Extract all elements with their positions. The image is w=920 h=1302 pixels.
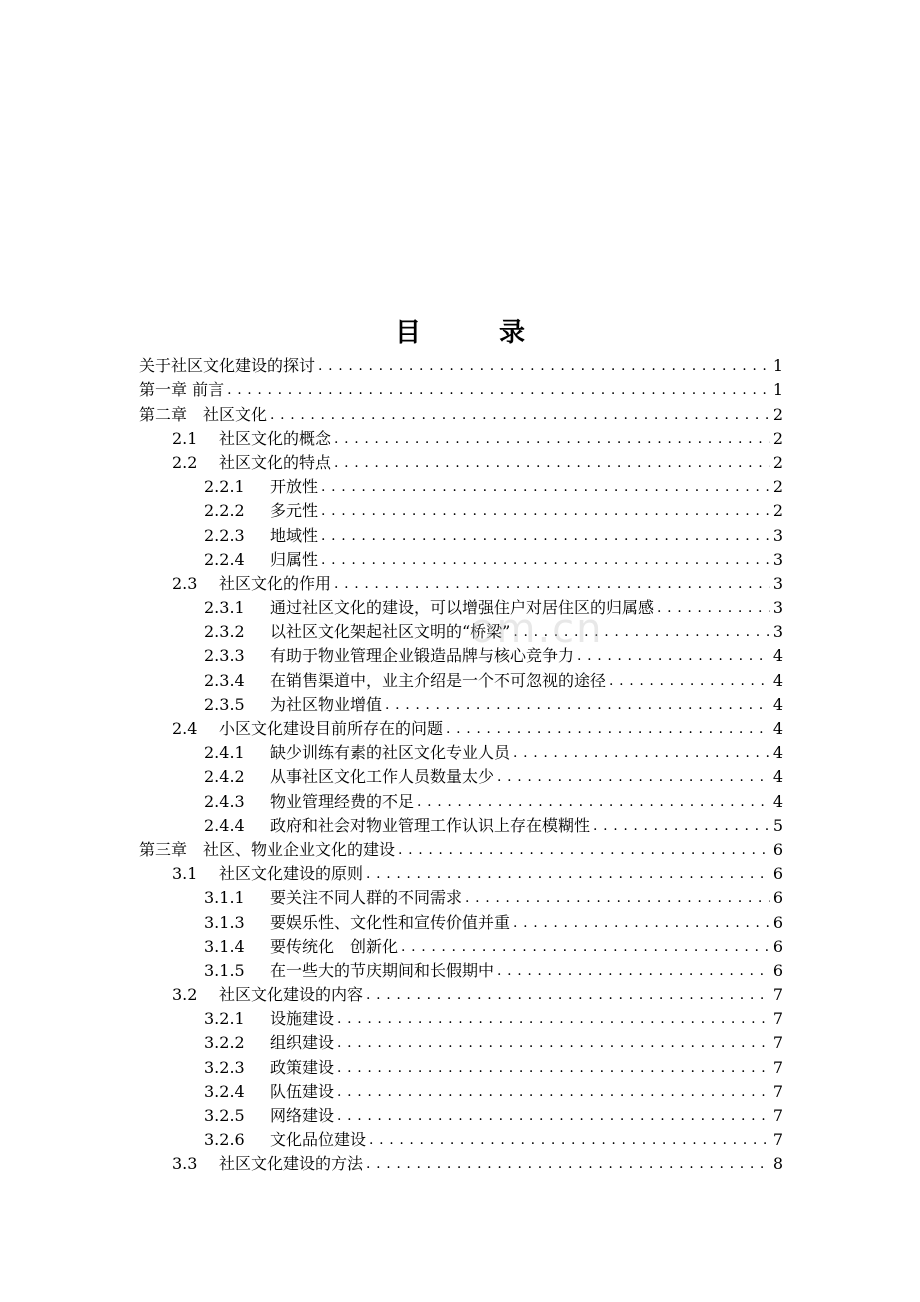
toc-leader-dots	[577, 646, 770, 666]
toc-entry-page: 5	[772, 815, 783, 835]
toc-leader-dots	[337, 1082, 770, 1102]
toc-leader-dots	[401, 937, 770, 957]
toc-leader-dots	[321, 477, 770, 497]
watermark: om.cn	[470, 606, 604, 652]
toc-entry[interactable]	[139, 836, 783, 860]
toc-entry-page: 4	[772, 791, 783, 811]
toc-leader-dots	[321, 526, 770, 546]
toc-leader-dots	[398, 840, 770, 860]
toc-entry-title: 从事社区文化工作人员数量太少	[270, 767, 495, 787]
toc-entry[interactable]	[139, 1053, 783, 1077]
toc-entry[interactable]	[139, 618, 783, 642]
toc-entry-number: 2.3.1	[204, 598, 245, 618]
toc-leader-dots	[366, 864, 770, 884]
toc-entry-page: 2	[772, 404, 783, 424]
toc-entry[interactable]	[139, 521, 783, 545]
toc-entry-page: 4	[772, 646, 783, 666]
toc-entry[interactable]	[139, 1150, 783, 1174]
toc-entry[interactable]	[139, 642, 783, 666]
toc-entry-page: 7	[772, 1057, 783, 1077]
toc-entry-page: 7	[772, 1106, 783, 1125]
toc-entry-page: 6	[772, 839, 783, 859]
toc-entry-number: 2.4.1	[204, 743, 245, 763]
toc-entry-page: 2	[772, 477, 783, 497]
toc-entry-page: 4	[772, 743, 783, 763]
toc-entry-number: 2.2.2	[204, 501, 245, 521]
toc-entry-number: 2.2.1	[204, 477, 245, 497]
toc-leader-dots	[417, 792, 770, 812]
toc-leader-dots	[446, 719, 770, 739]
toc-entry-page: 3	[772, 549, 783, 569]
toc-entry-title: 物业管理经费的不足	[270, 791, 415, 811]
toc-entry-number: 3.2.4	[204, 1081, 245, 1101]
toc-leader-dots	[334, 574, 770, 594]
toc-leader-dots	[657, 598, 770, 618]
toc-title: 目 录	[394, 318, 551, 348]
toc-leader-dots	[497, 767, 770, 787]
toc-entry-title: 第二章 社区文化	[139, 404, 268, 424]
toc-entry-number: 2.4.4	[204, 815, 245, 835]
toc-entry-title: 归属性	[270, 549, 319, 569]
toc-entry-number: 2.4.2	[204, 767, 245, 787]
toc-leader-dots	[513, 622, 769, 642]
toc-leader-dots	[337, 1058, 770, 1078]
toc-entry-title: 开放性	[270, 477, 319, 497]
toc-entry-number: 3.2.1	[204, 1009, 245, 1029]
toc-leader-dots	[321, 501, 770, 521]
toc-leader-dots	[513, 743, 770, 763]
toc-entry-title: 小区文化建设目前所存在的问题	[219, 719, 444, 738]
toc-entry-page: 3	[772, 573, 783, 593]
toc-entry-page: 6	[772, 960, 783, 980]
toc-leader-dots	[318, 356, 770, 376]
toc-leader-dots	[337, 1106, 770, 1126]
toc-entry[interactable]	[139, 352, 783, 376]
toc-leader-dots	[337, 1009, 770, 1029]
toc-entry[interactable]	[139, 497, 783, 521]
toc-entry[interactable]	[139, 546, 783, 570]
toc-entry[interactable]	[139, 473, 783, 497]
toc-entry[interactable]	[139, 1005, 783, 1029]
toc-entry-page: 7	[772, 985, 783, 1005]
toc-leader-dots	[321, 550, 770, 570]
toc-entry-title: 以社区文化架起社区文明的“桥梁”	[270, 622, 511, 642]
toc-entry-title: 通过社区文化的建设，可以增强住户对居住区的归属感	[270, 598, 655, 618]
toc-entry-number: 2.3	[172, 573, 198, 593]
toc-entry-title: 设施建设	[270, 1009, 335, 1029]
toc-leader-dots	[366, 1154, 770, 1174]
toc-entry-number: 2.2.3	[204, 525, 245, 545]
toc-entry[interactable]	[139, 1029, 783, 1053]
toc-entry[interactable]	[139, 1078, 783, 1102]
toc-entry-page: 7	[772, 1033, 783, 1053]
toc-entry-page: 2	[772, 501, 783, 521]
toc-entry[interactable]	[139, 1126, 783, 1150]
toc-entry[interactable]	[139, 860, 783, 884]
toc-entry[interactable]	[139, 884, 783, 908]
toc-entry-title: 第一章 前言	[139, 380, 225, 400]
toc-entry-title: 要娱乐性、文化性和宣传价值并重	[270, 912, 511, 932]
toc-entry-title: 组织建设	[270, 1033, 335, 1053]
toc-entry-number: 2.2	[172, 452, 198, 472]
toc-leader-dots	[385, 695, 770, 715]
toc-entry-page: 8	[772, 1154, 783, 1174]
toc-entry-title: 社区文化的作用	[219, 573, 332, 593]
toc-entry-number: 3.3	[172, 1154, 198, 1174]
toc-entry-number: 3.2.2	[204, 1033, 245, 1053]
toc-entry-number: 2.2.4	[204, 549, 245, 569]
toc-entry-title: 在销售渠道中，业主介绍是一个不可忽视的途径	[270, 670, 607, 690]
toc-entry-page: 6	[772, 864, 783, 884]
toc-leader-dots	[334, 429, 770, 449]
toc-entry-page: 7	[772, 1081, 783, 1101]
toc-entry-number: 3.1.4	[204, 936, 245, 956]
toc-leader-dots	[465, 888, 770, 908]
toc-leader-dots	[369, 1130, 770, 1150]
toc-entry-title: 要传统化 创新化	[270, 936, 399, 956]
toc-entry[interactable]	[139, 594, 783, 618]
toc-entry-page: 4	[772, 767, 783, 787]
toc-entry-number: 3.1	[172, 864, 198, 884]
toc-entry-number: 2.3.4	[204, 670, 245, 690]
toc-entry-page: 3	[772, 622, 783, 642]
toc-entry-page: 2	[772, 428, 783, 448]
toc-entry-page: 7	[772, 1130, 783, 1150]
toc-leader-dots	[593, 816, 770, 836]
toc-entry-page: 3	[772, 598, 783, 618]
toc-entry-title: 网络建设	[270, 1106, 335, 1125]
toc-entry-number: 3.2.5	[204, 1106, 245, 1125]
toc-entry[interactable]	[139, 715, 783, 739]
toc-leader-dots	[227, 380, 770, 400]
toc-entry[interactable]	[139, 376, 783, 400]
toc-leader-dots	[270, 405, 770, 425]
toc-entry[interactable]	[139, 691, 783, 715]
toc-entry-title: 在一些大的节庆期间和长假期中	[270, 960, 495, 980]
toc-entry-page: 2	[772, 452, 783, 472]
toc-entry-title: 社区文化建设的原则	[219, 864, 364, 884]
toc-entry-page: 6	[772, 936, 783, 956]
toc-entry-title: 第三章 社区、物业企业文化的建设	[139, 839, 396, 859]
toc-entry[interactable]	[139, 933, 783, 957]
toc-entry-number: 3.1.1	[204, 888, 245, 908]
toc-entry-number: 2.3.2	[204, 622, 245, 642]
toc-entry-number: 3.2.3	[204, 1057, 245, 1077]
toc-entry-title: 社区文化建设的内容	[219, 985, 364, 1005]
toc-entry[interactable]	[139, 739, 783, 763]
toc-entry-number: 2.3.3	[204, 646, 245, 666]
toc-leader-dots	[497, 961, 770, 981]
toc-leader-dots	[513, 913, 770, 933]
toc-entry-number: 3.2	[172, 985, 198, 1005]
toc-entry[interactable]	[139, 908, 783, 932]
toc-entry-number: 2.4	[172, 719, 198, 738]
toc-entry-title: 关于社区文化建设的探讨	[139, 356, 316, 376]
toc-entry-title: 文化品位建设	[270, 1130, 367, 1150]
toc-entry-page: 3	[772, 525, 783, 545]
toc-entry[interactable]	[139, 449, 783, 473]
toc-entry[interactable]	[139, 666, 783, 690]
toc-entry-title: 缺少训练有素的社区文化专业人员	[270, 743, 511, 763]
toc-entry-title: 为社区物业增值	[270, 694, 383, 714]
toc-leader-dots	[609, 671, 770, 691]
toc-entry-title: 多元性	[270, 501, 319, 521]
toc-entry[interactable]	[139, 425, 783, 449]
toc-entry-page: 7	[772, 1009, 783, 1029]
toc-entry[interactable]	[139, 400, 783, 424]
toc-leader-dots	[337, 1033, 770, 1053]
toc-entry-title: 政策建设	[270, 1057, 335, 1077]
toc-entry-page: 6	[772, 888, 783, 908]
toc-entry-page: 1	[772, 356, 783, 376]
toc-entry-number: 2.3.5	[204, 694, 245, 714]
toc-entry[interactable]	[139, 570, 783, 594]
toc-entry-title: 社区文化的概念	[219, 428, 332, 448]
toc-entry-page: 4	[772, 670, 783, 690]
toc-entry-title: 有助于物业管理企业锻造品牌与核心竞争力	[270, 646, 575, 666]
toc-entry-number: 2.4.3	[204, 791, 245, 811]
toc-leader-dots	[366, 985, 770, 1005]
toc-entry[interactable]	[139, 812, 783, 836]
toc-entry-number: 3.1.3	[204, 912, 245, 932]
toc-entry[interactable]	[139, 763, 783, 787]
toc-entry[interactable]	[139, 957, 783, 981]
toc-leader-dots	[334, 453, 770, 473]
toc-entry-title: 要关注不同人群的不同需求	[270, 888, 463, 908]
toc-entry-page: 4	[772, 719, 783, 738]
toc-entry-page: 4	[772, 694, 783, 714]
toc-entry-title: 政府和社会对物业管理工作认识上存在模糊性	[270, 815, 591, 835]
toc-entry-title: 社区文化建设的方法	[219, 1154, 364, 1174]
toc-entry-number: 3.2.6	[204, 1130, 245, 1150]
toc-entry[interactable]	[139, 981, 783, 1005]
toc-entry[interactable]	[139, 787, 783, 811]
toc-entry[interactable]	[139, 1102, 783, 1126]
toc-entry-page: 1	[772, 380, 783, 400]
toc-entry-number: 2.1	[172, 428, 198, 448]
toc-entry-number: 3.1.5	[204, 960, 245, 980]
toc-entry-title: 队伍建设	[270, 1081, 335, 1101]
toc-entry-title: 社区文化的特点	[219, 452, 332, 472]
toc-entry-title: 地域性	[270, 525, 319, 545]
toc-entry-page: 6	[772, 912, 783, 932]
table-of-contents	[139, 352, 783, 1174]
